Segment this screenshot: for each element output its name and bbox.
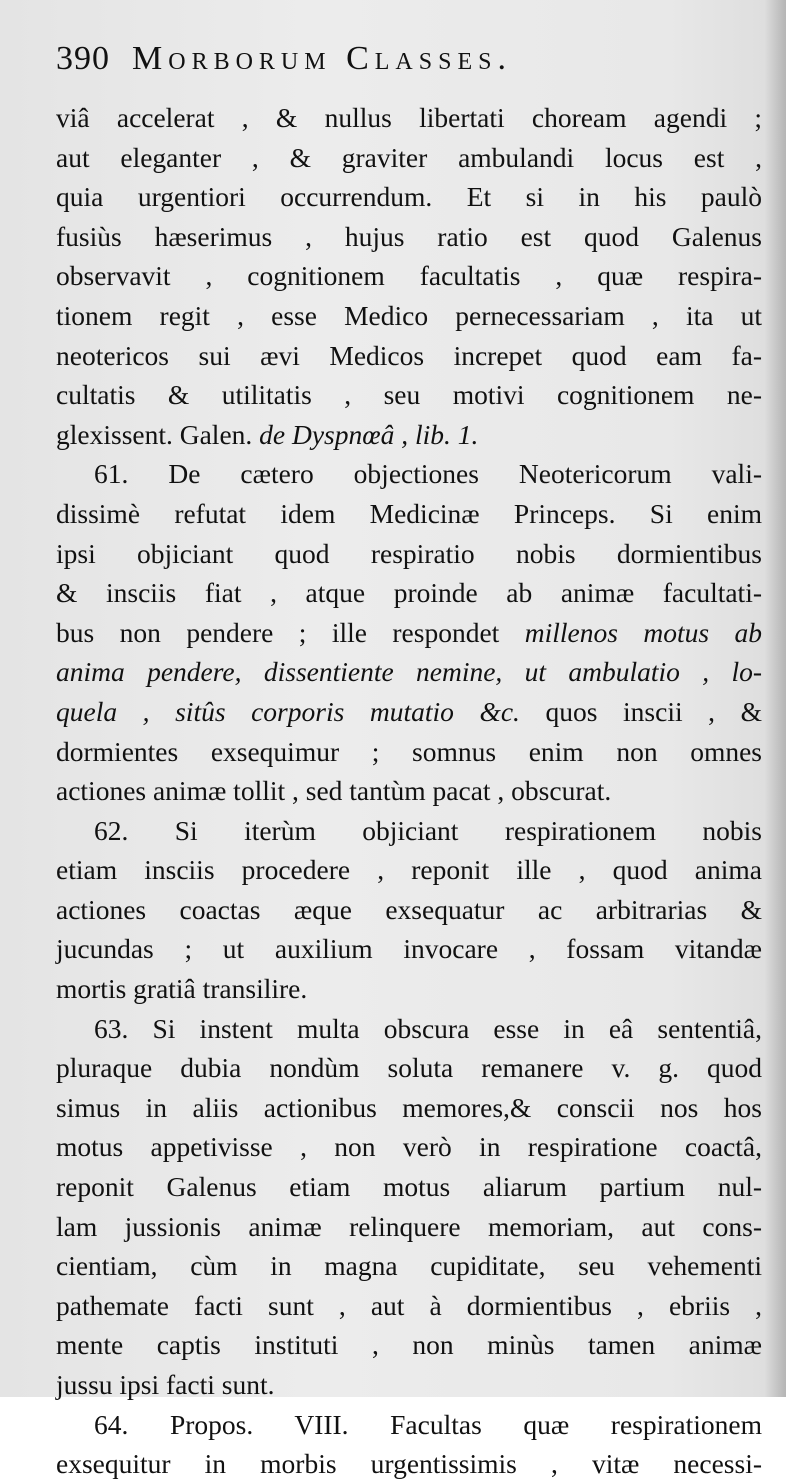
text-run: observavit , cognitionem facultatis , quæ respira- [56, 260, 762, 292]
text-run: jussu ipsi facti sunt. [56, 1369, 275, 1400]
text-line [56, 890, 762, 930]
text-line [56, 1246, 762, 1286]
text-run: bus non pendere ; ille respondet [56, 616, 500, 648]
scan-margin [786, 0, 800, 1397]
text-line [56, 494, 762, 534]
italic-run: quela , sitûs corporis mutatio &c. [56, 695, 520, 727]
page-number: 390 [56, 40, 110, 77]
text-run: motus appetivisse , non verò in respiratione coactâ, [56, 1131, 762, 1163]
text-line [56, 613, 762, 653]
text-line [56, 336, 762, 376]
text-run: 64. Propos. VIII. Facultas quæ respirationem [94, 1408, 762, 1440]
text-run: cientiam, cùm in magna cupiditate, seu vehementi [56, 1250, 762, 1282]
text-run: tionem regit , esse Medico pernecessariam , ita ut [56, 299, 762, 331]
text-run: jucundas ; ut auxilium invocare , fossam vitandæ [56, 933, 762, 965]
text-block [56, 40, 762, 1484]
text-run: neotericos sui ævi Medicos increpet quod eam fa- [56, 339, 762, 371]
text-line [56, 177, 762, 217]
text-line [56, 1088, 762, 1128]
text-line [56, 534, 762, 574]
text-run: etiam insciis procedere , reponit ille , quod anima [56, 854, 762, 886]
text-line [56, 850, 762, 890]
text-line [56, 771, 762, 811]
text-run: actiones coactas æque exsequatur ac arbitrarias & [56, 893, 762, 925]
text-run: exsequitur in morbis urgentissimis , vitæ necessi- [56, 1448, 762, 1480]
text-run: aut eleganter , & graviter ambulandi locus est , [56, 141, 762, 173]
text-line [56, 1405, 762, 1445]
page-edge-shadow [764, 0, 786, 1397]
text-line [56, 1009, 762, 1049]
body-text [56, 98, 762, 1484]
text-line [56, 415, 762, 455]
text-line [56, 1444, 762, 1484]
text-run: lam jussionis animæ relinquere memoriam, aut cons- [56, 1210, 762, 1242]
page-header [56, 40, 762, 98]
text-run: 62. Si iterùm objiciant respirationem nobis [94, 814, 762, 846]
text-line [56, 98, 762, 138]
text-line [56, 1325, 762, 1365]
text-line [56, 256, 762, 296]
text-run: dormientes exsequimur ; somnus enim non omnes [56, 735, 762, 767]
text-run: mente captis instituti , non minùs tamen animæ [56, 1329, 762, 1361]
text-line [56, 1207, 762, 1247]
running-title: Morborum Classes. [132, 40, 512, 77]
text-line [56, 732, 762, 772]
text-line [56, 929, 762, 969]
text-line [56, 692, 762, 732]
text-line [56, 296, 762, 336]
text-run: 63. Si instent multa obscura esse in eâ sententiâ, [94, 1012, 762, 1044]
text-run: simus in aliis actionibus memores,& conscii nos hos [56, 1091, 762, 1123]
text-line [56, 1167, 762, 1207]
italic-run: millenos motus ab [524, 616, 763, 648]
text-line [56, 811, 762, 851]
text-run: actiones animæ tollit , sed tantùm pacat , obscurat. [56, 775, 612, 807]
text-line [56, 375, 762, 415]
italic-run: anima pendere, dissentiente nemine, ut ambulatio , lo- [56, 656, 762, 688]
text-line [56, 454, 762, 494]
text-run: quos inscii , & [545, 695, 763, 727]
text-run: pluraque dubia nondùm soluta remanere v. g. quod [56, 1052, 762, 1084]
text-run: viâ accelerat , & nullus libertati choream agendi ; [56, 102, 762, 133]
text-line [56, 1365, 762, 1405]
text-run: glexissent. Galen. [56, 418, 253, 450]
text-run: dissimè refutat idem Medicinæ Princeps. Si enim [56, 497, 762, 529]
text-line [56, 969, 762, 1009]
text-line [56, 138, 762, 178]
text-run: & insciis fiat , atque proinde ab animæ facultati- [56, 577, 762, 609]
text-run: mortis gratiâ transilire. [56, 973, 308, 1005]
text-line [56, 1127, 762, 1167]
text-run: fusiùs hæserimus , hujus ratio est quod Galenus [56, 220, 762, 252]
text-run: ipsi objiciant quod respiratio nobis dormientibus [56, 537, 762, 569]
text-run: 61. De cætero objectiones Neotericorum vali- [94, 458, 762, 490]
text-line [56, 217, 762, 257]
text-run: reponit Galenus etiam motus aliarum partium nul- [56, 1171, 762, 1203]
text-run: pathemate facti sunt , aut à dormientibus , ebriis , [56, 1289, 762, 1321]
text-line [56, 1048, 762, 1088]
text-line [56, 573, 762, 613]
text-run: cultatis & utilitatis , seu motivi cognitionem ne- [56, 379, 762, 411]
text-run: quia urgentiori occurrendum. Et si in his paulò [56, 181, 762, 213]
text-line [56, 652, 762, 692]
text-line [56, 1286, 762, 1326]
italic-run: de Dyspnœâ , lib. 1. [259, 418, 479, 450]
